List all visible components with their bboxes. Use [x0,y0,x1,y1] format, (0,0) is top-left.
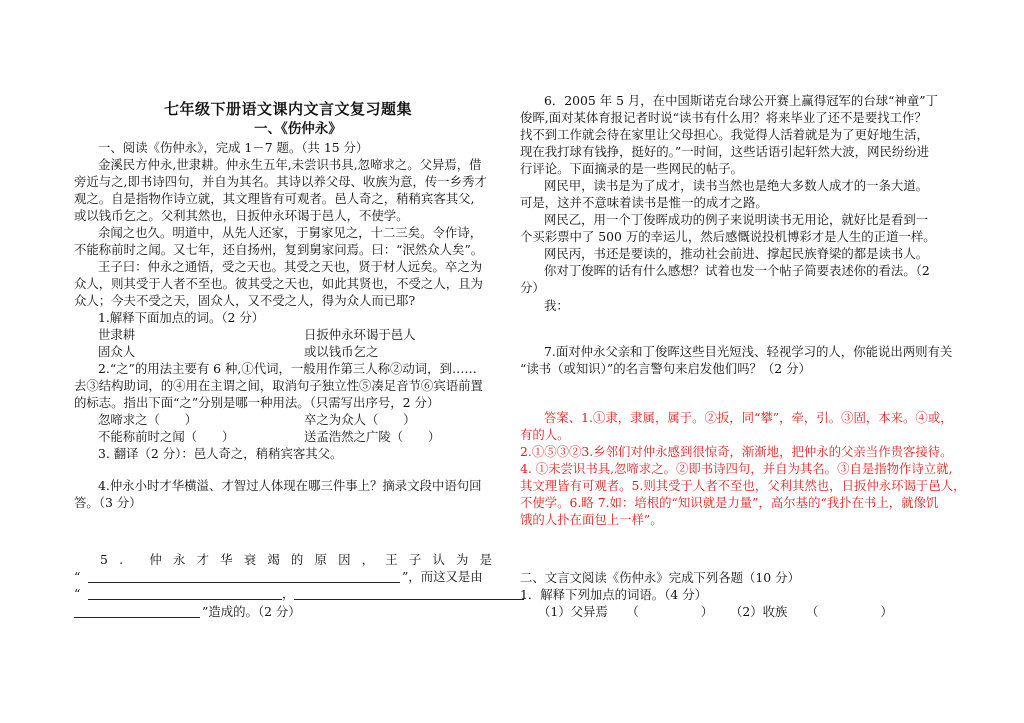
passage-line: 余闻之也久。明道中，从先人还家，于舅家见之，十二三矣。令作诗， [98,225,483,240]
section2-item: （1）父异焉 （ ） [538,604,714,619]
q5-comma: ， [282,586,295,601]
q1-item: 世隶耕 [98,327,136,342]
question-2-line: 的标志。指出下面“之”分别是哪一种用法。（只需写出序号，2 分） [74,395,440,410]
question-6-line: 俊晖,面对某体育报记者时说“读书有什么用？将来毕业了还不是要找工作？ [520,110,927,125]
question-3: 3. 翻译（2 分）：邑人奇之，稍稍宾客其父。 [98,446,343,461]
passage-line: 金溪民方仲永,世隶耕。仲永生五年,未尝识书具,忽啼求之。父异焉，借 [98,157,482,172]
question-6-line: 现在我打球有钱挣，挺好的。”一时间，这些话语引起轩然大波，网民纷纷进 [520,144,930,159]
netizen-post: 网民甲，读书是为了成才，读书当然也是绝大多数人成才的一条大道。 [544,178,929,193]
q2-item: 不能称前时之闻（ ） [98,429,235,444]
question-7: 7.面对仲永父亲和丁俊晖这些目光短浅、轻视学习的人，你能说出两则有关 [544,344,953,359]
section2-item: （2）收族 （ ） [730,604,893,619]
answer-line: 其文理皆有可观者。5.则其受于人者不至也，父利其然也，日扳仲永环谒于邑人， [520,478,966,493]
answer-line: 有的人。 [520,427,570,442]
my-post-label: 我： [544,298,569,313]
answer-blank-line[interactable] [74,617,200,618]
passage-line: 或以钱币乞之。父利其然也，日扳仲永环谒于邑人，不使学。 [74,208,409,223]
question-6-prompt-line: 分） [520,280,545,295]
q5-mid-text: ”，而这又是由 [402,569,483,584]
q5-end-text: ”造成的。（2 分） [202,604,301,619]
question-6-line: 行评论。下面摘录的是一些网民的帖子。 [520,161,744,176]
answer-line: 4. ①未尝识书具,忽啼求之。②即书诗四句，并自为其名。③自是指物作诗立就, [520,461,953,476]
q5-open-quote: “ [74,569,81,584]
q2-item: 忽啼求之（ ） [98,412,198,427]
q1-item: 或以钱币乞之 [304,344,379,359]
document-title: 七年级下册语文课内文言文复习题集 [164,100,413,118]
netizen-post: 网民乙，用一个丁俊晖成功的例子来说明读书无用论，就好比是看到一 [544,212,929,227]
netizen-post-line: 可是，这并不意味着读书是惟一的成才之路。 [520,195,768,210]
question-6-prompt: 你对丁俊晖的话有什么感想？试着也发一个帖子简要表述你的看法。（2 [544,263,930,278]
answer-blank-line[interactable] [88,582,400,583]
question-6-line: 找不到工作就会待在家里让父母担心。我觉得人活着就是为了更好地生活， [520,127,929,142]
q5-open-quote-2: “ [74,586,81,601]
q2-item: 卒之为众人（ ） [304,412,416,427]
passage-line: 不能称前时之闻。又七年，还自扬州，复到舅家问焉。曰：“泯然众人矣”。 [74,242,484,257]
passage-line: 众人，则其受于人者不至也。彼其受之天也，如此其贤也，不受之人，且为 [74,276,483,291]
passage-line: 众人；今夫不受之天，固众人，又不受之人，得为众人而已耶? [74,293,416,308]
question-6: 6．2005 年 5 月，在中国斯诺克台球公开赛上赢得冠军的台球“神童”丁 [544,93,938,108]
answer-blank-line[interactable] [294,599,524,600]
section-heading-2: 二、文言文阅读《伤仲永》完成下列各题（10 分） [520,570,800,585]
instruction-line: 一、阅读《伤仲永》，完成 1－7 题。（共 15 分） [98,140,369,155]
answer-line: 不使学。6.略 7.如：培根的“知识就是力量”，高尔基的“我扑在书上，就像饥 [520,495,939,510]
question-7-line: “读书（或知识）”的名言警句来启发他们吗？（2 分） [520,361,811,376]
section2-question-1: 1．解释下列加点的词语。（4 分） [520,587,707,602]
passage-line: 观之。自是指物作诗立就，其文理皆有可观者。邑人奇之，稍稍宾客其父, [74,191,475,206]
netizen-post-line: 个买彩票中了 500 万的幸运儿，然后感慨说投机博彩才是人生的正道一样。 [520,229,936,244]
question-4-line: 答。（3 分） [74,495,142,510]
q1-item: 固众人 [98,344,136,359]
question-2-line: 去③结构助词，的④用在主谓之间，取消句子独立性⑤凑足音节⑥宾语前置 [74,378,483,393]
passage-line: 旁近与之,即书诗四句，并自为其名。其诗以养父母、收族为意，传一乡秀才 [74,174,487,189]
netizen-post: 网民丙，书还是要读的，推动社会前进、撑起民族脊梁的都是读书人。 [544,246,929,261]
answer-line: 2.①⑤③②3.乡邻们对仲永感到很惊奇，渐渐地，把仲永的父亲当作贵客接待。 [520,444,953,459]
answer-line: 饿的人扑在面包上一样”。 [520,512,663,527]
q1-item: 日扳仲永环谒于邑人 [304,327,416,342]
answer-line: 答案、1.①隶，隶属，属于。②扳，同“攀”，牵，引。③固，本来。④或， [544,410,953,425]
section-heading-1: 一、《伤仲永》 [254,121,342,137]
question-1: 1.解释下面加点的词。（2 分） [98,310,265,325]
q2-item: 送孟浩然之广陵（ ） [304,429,441,444]
question-2: 2.“之”的用法主要有 6 种,①代词，一般用作第三人称②动词，到…… [98,361,477,376]
answer-blank-line[interactable] [88,599,282,600]
passage-line: 王子曰：仲永之通悟，受之天也。其受之天也，贤于材人远矣。卒之为 [98,259,483,274]
question-4: 4.仲永小时才华横溢、才智过人体现在哪三件事上？摘录文段中语句回 [98,478,482,493]
question-5: 5. 仲永才华衰竭的原因，王子认为是 [100,552,504,567]
